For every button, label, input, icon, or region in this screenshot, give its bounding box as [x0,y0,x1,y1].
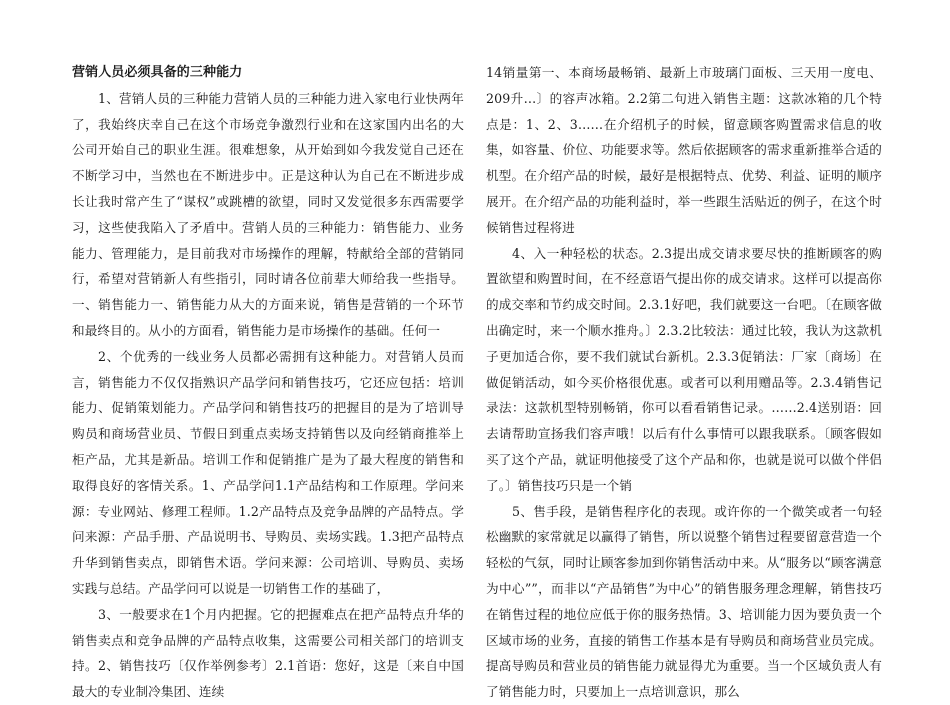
paragraph: 2、个优秀的一线业务人员都必需拥有这种能力。对营销人员而言，销售能力不仅仅指熟识产品学问和销售技巧，它还应包括：培训能力、促销策划能力。产品学问和销售技巧的把握目的是为了培训导购员和商场营业员、节假日到重点卖场支持销售以及向经销商推举上柜产品，尤其是新品。培训工作和促销推广是为了最大程度的销售和取得良好的客情关系。1、产品学问1.1产品结构和工作原理。学问来源：专业网站、修理工程师。1.2产品特点及竞争品牌的产品特点。学问来源：产品手册、产品说明书、导购员、卖场实践。1.3把产品特点升华到销售卖点，即销售术语。学问来源：公司培训、导购员、卖场实践与总结。产品学问可以说是一切销售工作的基础了， [72,348,464,596]
right-column [486,60,882,705]
paragraph: 5、售手段，是销售程序化的表现。或许你的一个微笑或者一句轻松幽默的家常就足以赢得了销售，所以说整个销售过程要留意营造一个轻松的气氛，同时让顾客参加到你销售活动中来。从“服务以“顾客满意为中心””，而非以“产品销售”为中心”的销售服务理念理解，销售技巧在销售过程的地位应低于你的服务热情。3、培训能力因为要负责一个区域市场的业务，直接的销售工作基本是有导购员和商场营业员完成。提高导购员和营业员的销售能力就显得尤为重要。当一个区域负责人有了销售能力时，只要加上一点培训意识，那么 [486,503,882,700]
paragraph: 4、入一种轻松的状态。2.3提出成交请求要尽快的推断顾客的购置欲望和购置时间，在不经意语气提出你的成交请求。这样可以提高你的成交率和节约成交时间。2.3.1好吧，我们就要这一台吧。〔在顾客做出确定时，来一个顺水推舟。〕2.3.2比较法：通过比较，我认为这款机子更加适合你，要不我们就试台新机。2.3.3促销法：厂家〔商场〕在做促销活动，如今买价格很优惠。或者可以利用赠品等。2.3.4销售记录法：这款机型特别畅销，你可以看看销售记录。……2.4送别语：回去请帮助宣扬我们容声哦！以后有什么事情可以跟我联系。〔顾客假如买了这个产品，就证明他接受了这个产品和你，也就是说可以做个伴侣了。〕销售技巧只是一个销 [486,245,882,493]
paragraph: 14销量第一、本商场最畅销、最新上市玻璃门面板、三天用一度电、209升…〕的容声冰箱。2.2第二句进入销售主题：这款冰箱的几个特点是：1、2、3……在介绍机子的时候，留意顾客购置需求信息的收集，如容量、价位、功能要求等。然后依据顾客的需求重新推举合适的机型。在介绍产品的时候，最好是根据特点、优势、利益、证明的顺序展开。在介绍产品的功能利益时，举一些跟生活贴近的例子，在这个时候销售过程将进 [486,65,882,235]
paragraph: 1、营销人员的三种能力营销人员的三种能力进入家电行业快两年了，我始终庆幸自己在这个市场竞争激烈行业和在这家国内出名的大公司开始自己的职业生涯。很难想象，从开始到如今我发觉自己还在不断学习中，当然也在不断进步中。正是这种认为自己在不断进步成长让我时常产生了“谋权”或跳槽的欲望，同时又发觉很多东西需要学习，这些使我陷入了矛盾中。营销人员的三种能力：销售能力、业务能力、管理能力，是目前我对市场操作的理解，特献给全部的营销同行，希望对营销新人有些指引，同时请各位前辈大师给我一些指导。一、销售能力一、销售能力从大的方面来说，销售是营销的一个环节和最终目的。从小的方面看，销售能力是市场操作的基础。任何一 [72,90,464,338]
paragraph: 3、一般要求在1个月内把握。它的把握难点在把产品特点升华的销售卖点和竞争品牌的产品特点收集，这需要公司相关部门的培训支持。2、销售技巧〔仅作举例参考〕2.1首语：您好，这是〔来自中国最大的专业制冷集团、连续 [72,606,464,700]
left-column [72,60,464,705]
document-title: 营销人员必须具备的三种能力 [72,65,243,80]
